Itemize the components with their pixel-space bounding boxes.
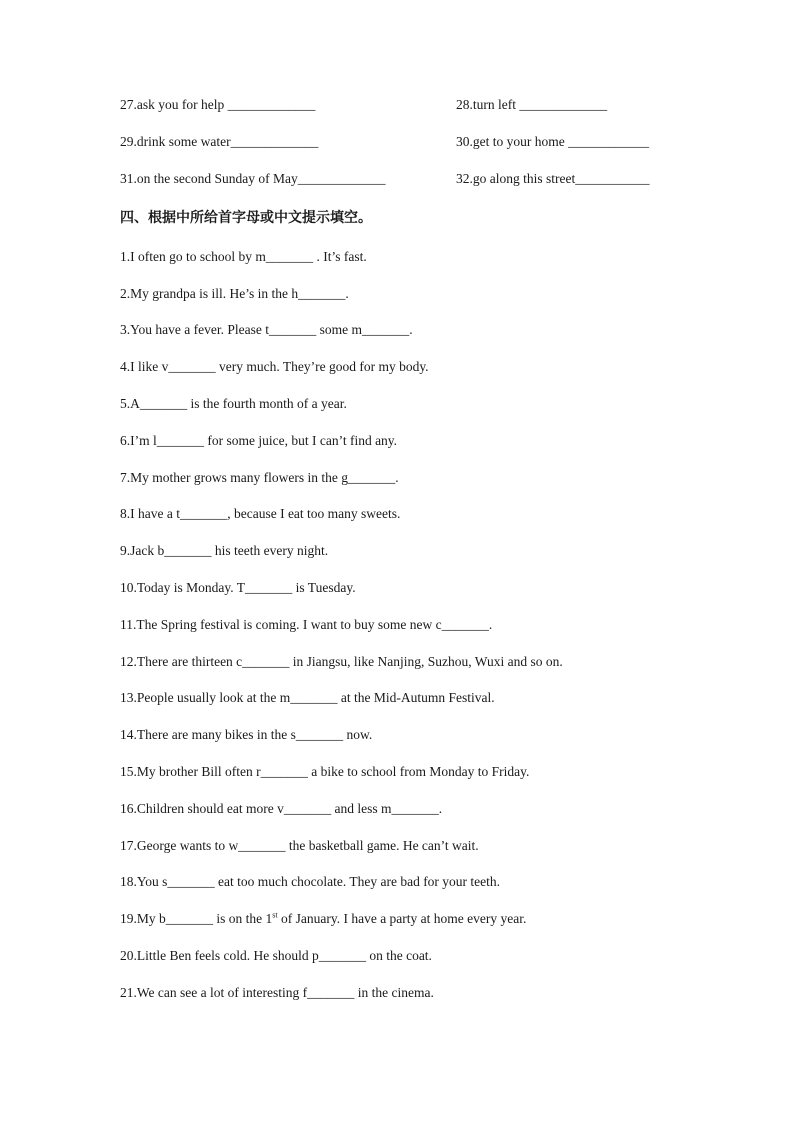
- question-8: 8.I have a t_______, because I eat too many sweets.: [120, 506, 401, 521]
- phrase-row-29-30: [120, 134, 680, 154]
- question-12: 12.There are thirteen c_______ in Jiangsu, like Nanjing, Suzhou, Wuxi and so on.: [120, 654, 563, 669]
- question-13: 13.People usually look at the m_______ at the Mid-Autumn Festival.: [120, 690, 495, 705]
- question-18: 18.You s_______ eat too much chocolate. They are bad for your teeth.: [120, 874, 501, 889]
- question-1: 1.I often go to school by m_______ . It’s fast.: [120, 249, 367, 264]
- question-16: 16.Children should eat more v_______ and less m_______.: [120, 801, 443, 816]
- question-7: 7.My mother grows many flowers in the g_______.: [120, 470, 399, 485]
- question-14: 14.There are many bikes in the s_______ now.: [120, 727, 373, 742]
- section-four-heading: 四、根据中所给首字母或中文提示填空。: [120, 210, 372, 226]
- ordinal-suffix: st: [272, 910, 278, 920]
- question-20: 20.Little Ben feels cold. He should p_______ on the coat.: [120, 948, 432, 963]
- question-17: 17.George wants to w_______ the basketball game. He can’t wait.: [120, 838, 479, 853]
- phrase-29: 29.drink some water_____________: [120, 134, 319, 149]
- question-9: 9.Jack b_______ his teeth every night.: [120, 543, 329, 558]
- question-10: 10.Today is Monday. T_______ is Tuesday.: [120, 580, 356, 595]
- question-3: 3.You have a fever. Please t_______ some m_______.: [120, 322, 413, 337]
- question-4: 4.I like v_______ very much. They’re good for my body.: [120, 359, 429, 374]
- phrase-30: 30.get to your home ____________: [456, 134, 650, 149]
- phrase-row-31-32: [120, 171, 680, 191]
- question-15: 15.My brother Bill often r_______ a bike to school from Monday to Friday.: [120, 764, 530, 779]
- phrase-27: 27.ask you for help _____________: [120, 97, 316, 112]
- question-19-start: 19.My b_______ is on the 1: [120, 911, 273, 926]
- question-21: 21.We can see a lot of interesting f_______ in the cinema.: [120, 985, 434, 1000]
- question-11: 11.The Spring festival is coming. I want to buy some new c_______.: [120, 617, 493, 632]
- phrase-31: 31.on the second Sunday of May_____________: [120, 171, 386, 186]
- question-5: 5.A_______ is the fourth month of a year.: [120, 396, 347, 411]
- phrase-row-27-28: [120, 97, 680, 117]
- question-19-end: of January. I have a party at home every year.: [277, 911, 527, 926]
- phrase-28: 28.turn left _____________: [456, 97, 608, 112]
- question-6: 6.I’m l_______ for some juice, but I can’t find any.: [120, 433, 398, 448]
- phrase-32: 32.go along this street___________: [456, 171, 650, 186]
- question-19: [120, 911, 680, 927]
- question-2: 2.My grandpa is ill. He’s in the h_______.: [120, 286, 349, 301]
